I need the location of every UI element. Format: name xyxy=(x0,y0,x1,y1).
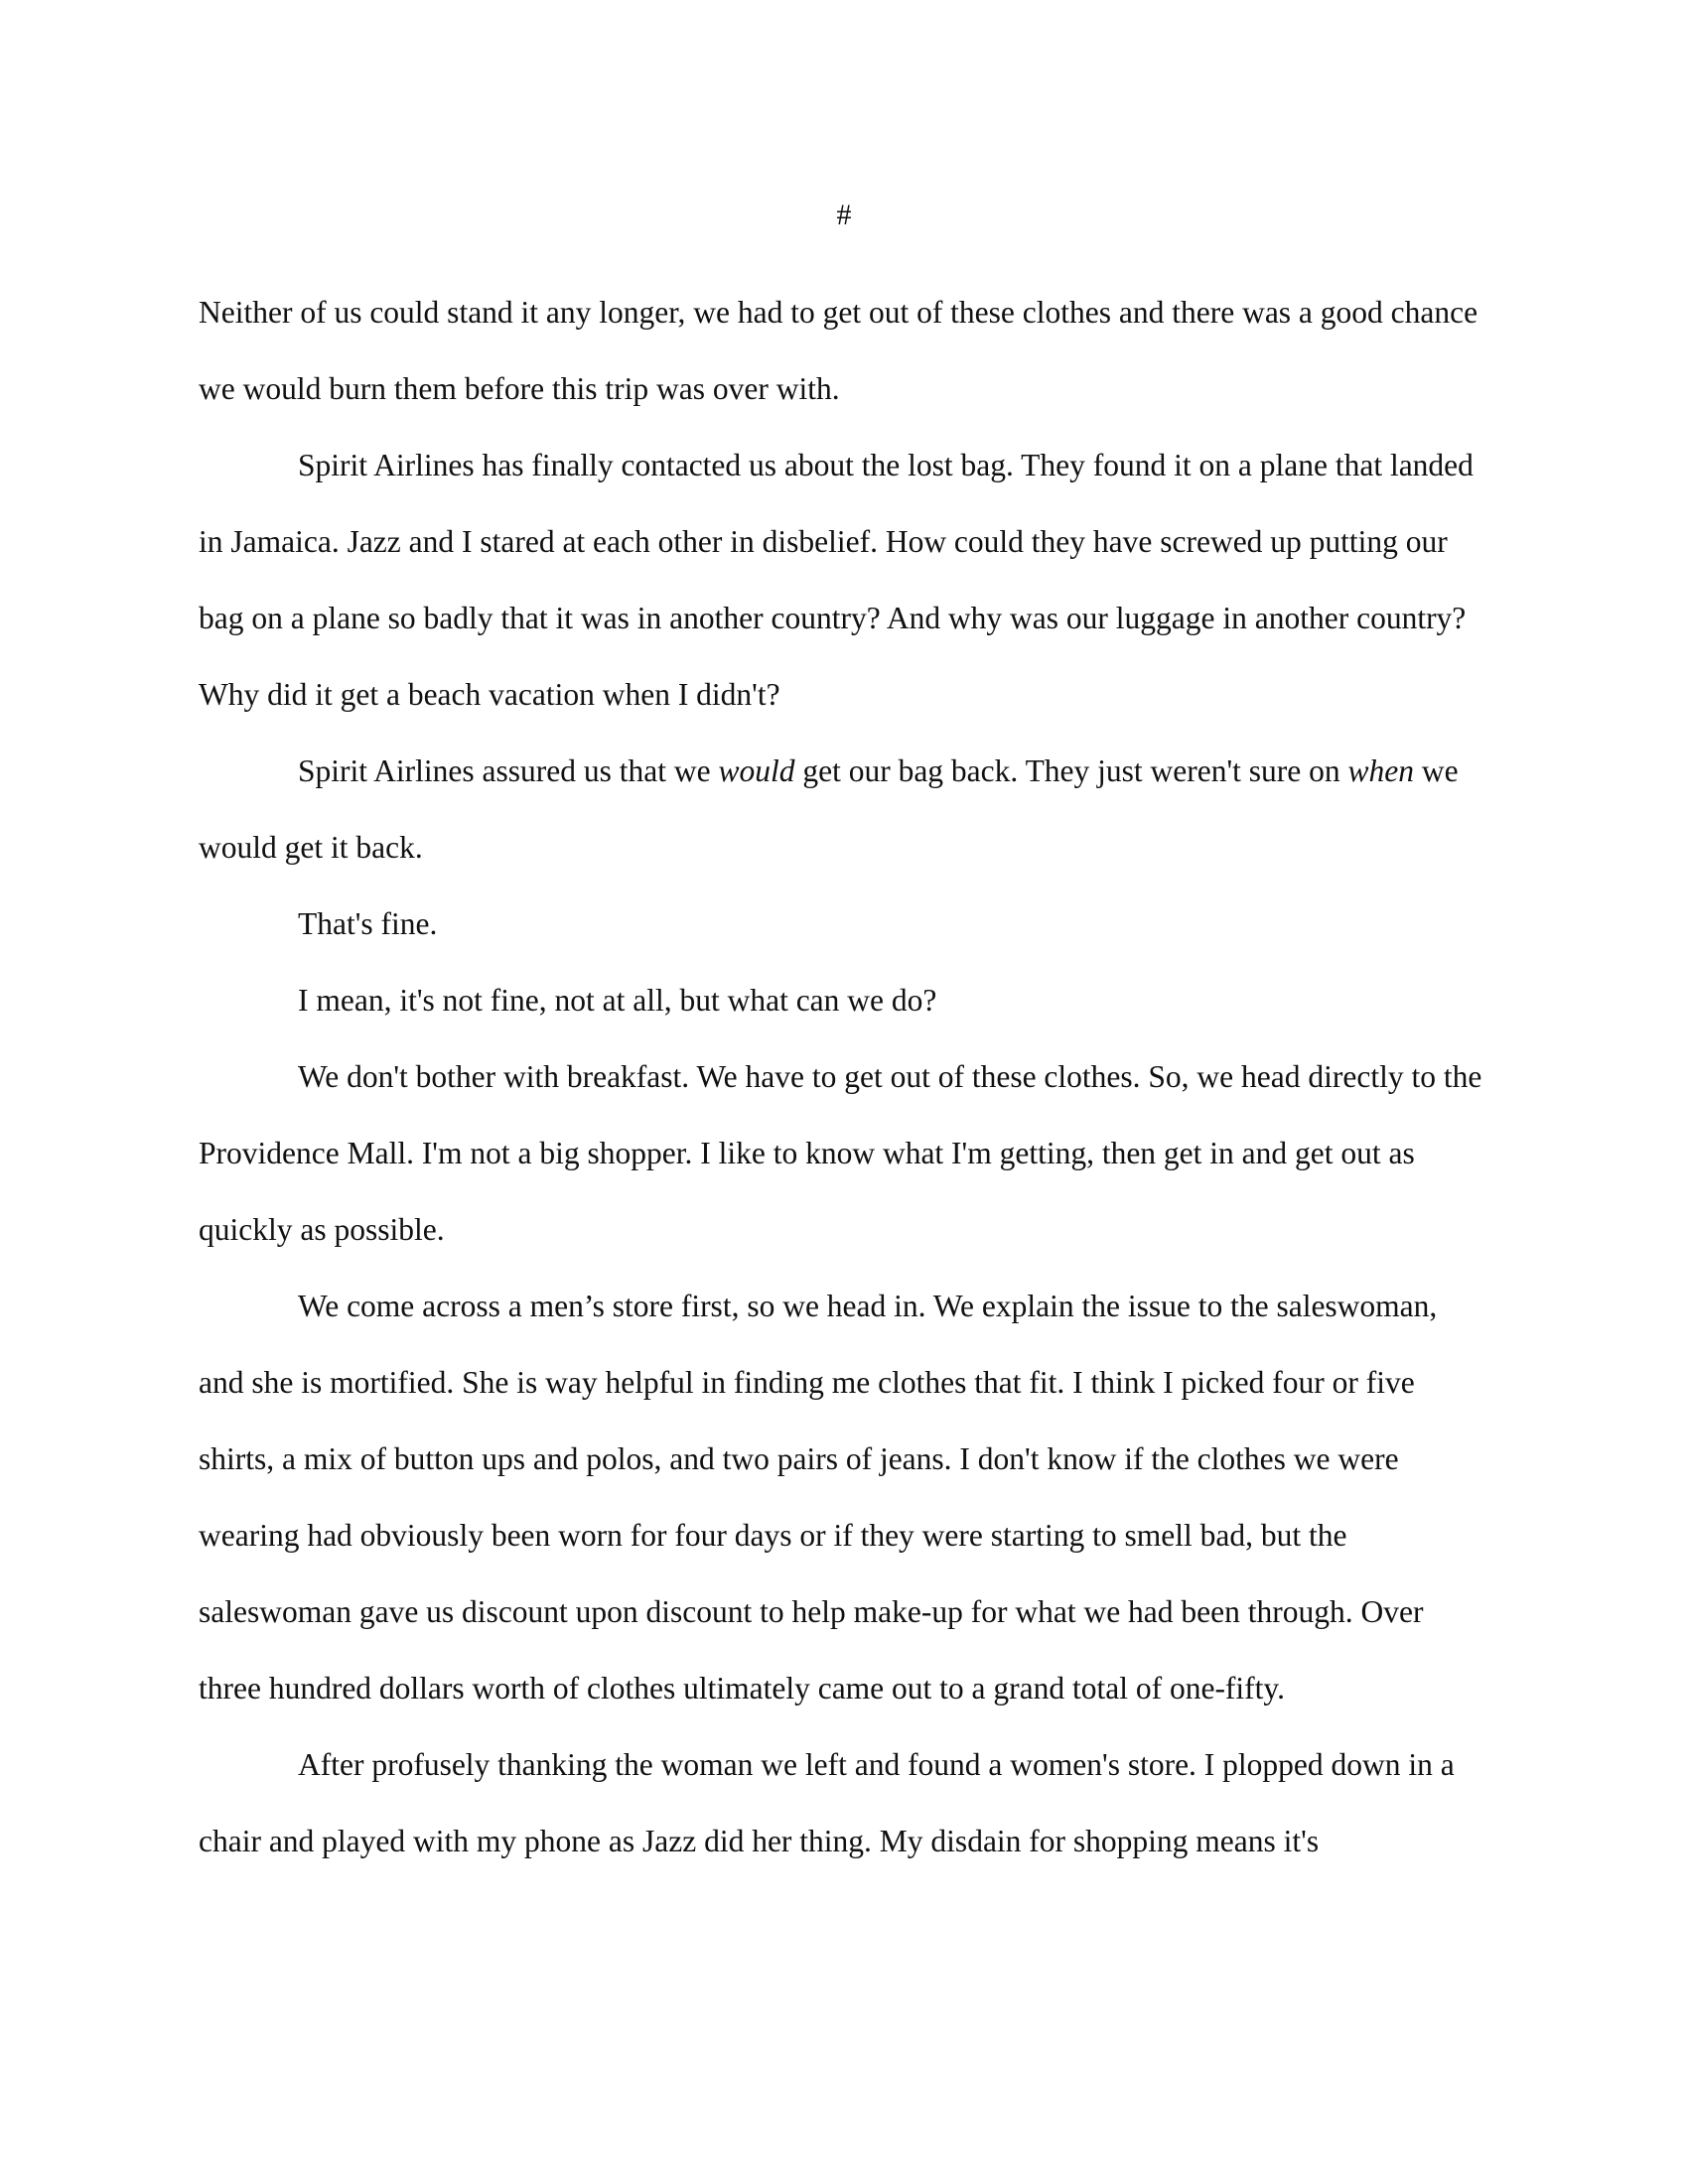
paragraph xyxy=(199,427,1489,733)
text-run: Neither of us could stand it any longer, we had to get out of these clothes and there was a good chance we would burn them before this trip was over with. xyxy=(199,295,1478,406)
italic-text-run: would xyxy=(718,753,795,788)
paragraph xyxy=(199,1726,1489,1879)
text-run: That's fine. xyxy=(298,906,438,941)
text-run: we would get it back. xyxy=(199,753,1459,865)
text-run: Spirit Airlines assured us that we xyxy=(298,753,719,788)
text-run: get our bag back. They just weren't sure on xyxy=(794,753,1348,788)
paragraph xyxy=(199,1268,1489,1726)
paragraph xyxy=(199,962,1489,1038)
text-run: We come across a men’s store first, so we head in. We explain the issue to the saleswoman, and she is mortified. She is way helpful in finding me clothes that fit. I think I picked four or five shirts, a mix of button ups and polos, and two pairs of jeans. I don't know if the clothes we were wearing had obviously been worn for four days or if they were starting to smell bad, but the saleswoman gave us discount upon discount to help make-up for what we had been through. Over three hundred dollars worth of clothes ultimately came out to a grand total of one-fifty. xyxy=(199,1289,1438,1706)
text-run: Spirit Airlines has finally contacted us about the lost bag. They found it on a plane that landed in Jamaica. Jazz and I stared at each other in disbelief. How could they have screwed up putting our bag on a plane so badly that it was in another country? And why was our luggage in another country? Why did it get a beach vacation when I didn't? xyxy=(199,448,1474,712)
italic-text-run: when xyxy=(1347,753,1415,788)
paragraph xyxy=(199,274,1489,427)
text-run: We don't bother with breakfast. We have to get out of these clothes. So, we head directly to the Providence Mall. I'm not a big shopper. I like to know what I'm getting, then get in and get out as quickly as possible. xyxy=(199,1059,1482,1247)
paragraph xyxy=(199,733,1489,886)
section-break-mark: # xyxy=(836,199,852,231)
text-run: After profusely thanking the woman we left and found a women's store. I plopped down in a chair and played with my phone as Jazz did her thing. My disdain for shopping means it's xyxy=(199,1747,1455,1858)
paragraph xyxy=(199,886,1489,962)
text-run: I mean, it's not fine, not at all, but what can we do? xyxy=(298,983,937,1018)
paragraph xyxy=(199,1038,1489,1268)
body-text xyxy=(199,274,1489,1879)
